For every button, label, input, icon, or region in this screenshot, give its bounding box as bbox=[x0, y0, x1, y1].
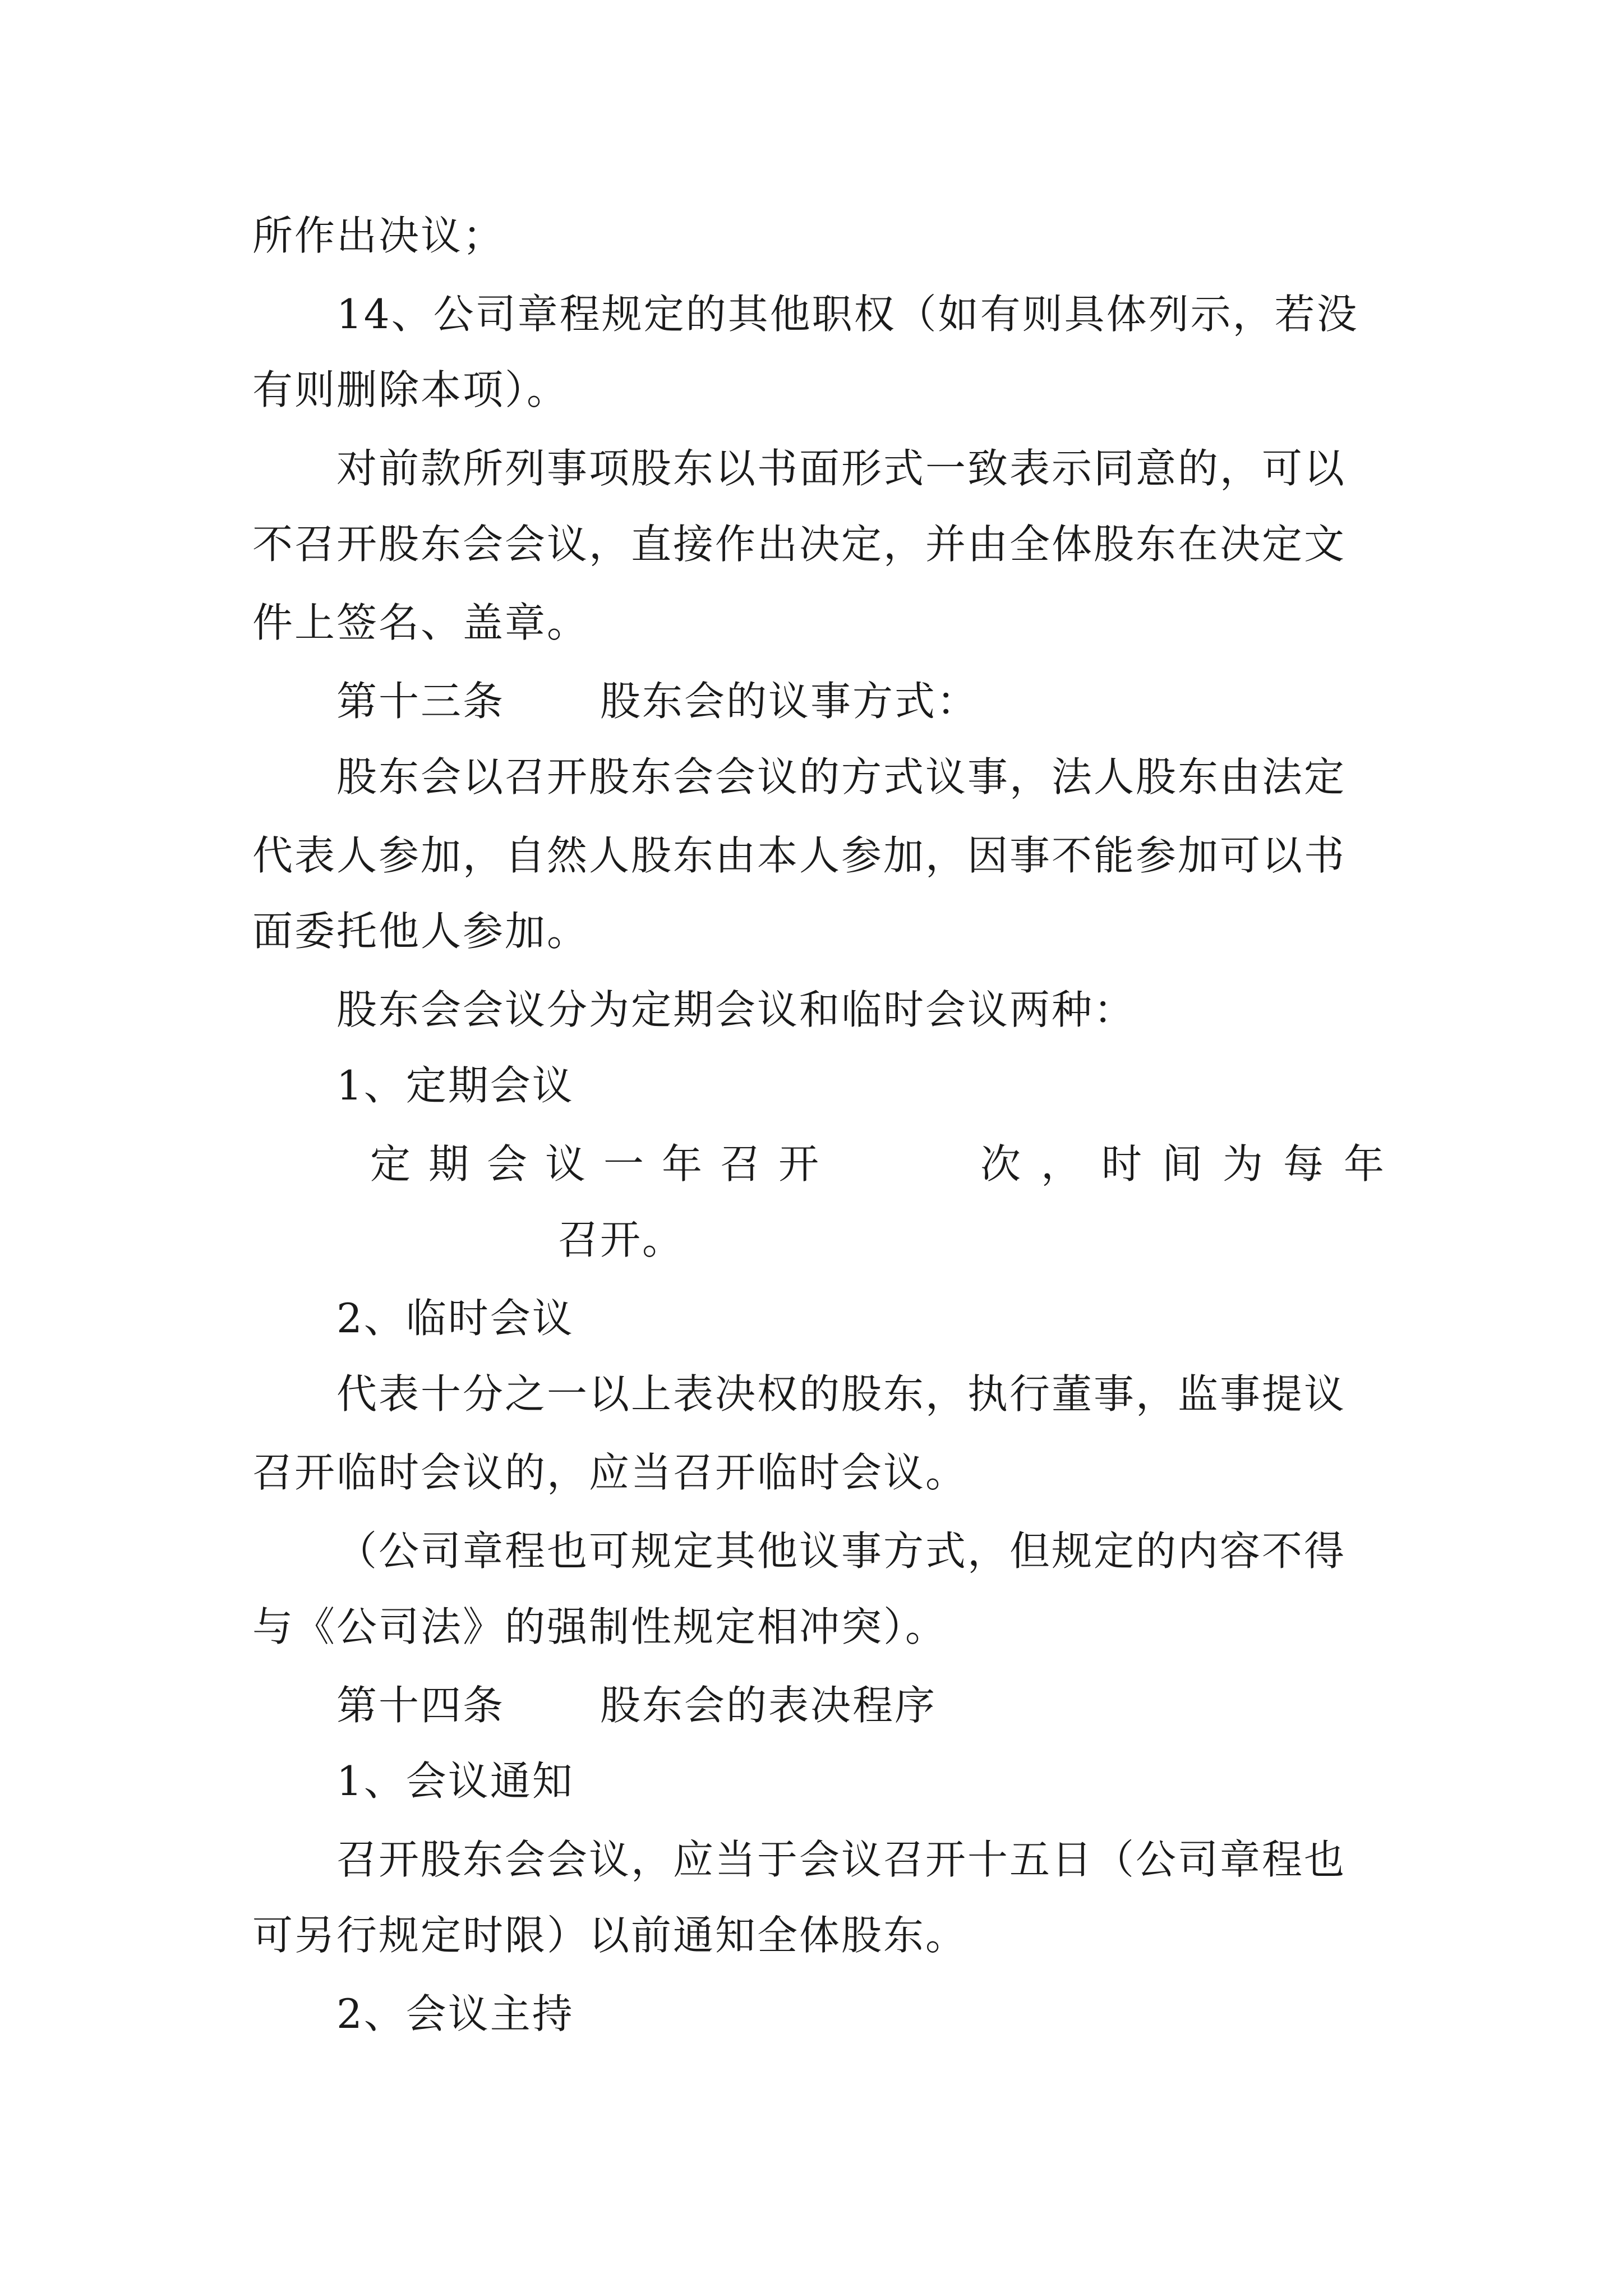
article-number: 第十三条 bbox=[336, 678, 505, 725]
text-line: 与《公司法》的强制性规定相冲突）。 bbox=[252, 1603, 948, 1650]
text-segment: 次，时间为每年 bbox=[980, 1140, 1405, 1188]
text-line: 件上签名、盖章。 bbox=[252, 599, 589, 646]
text-line: 召开。 bbox=[558, 1216, 685, 1263]
text-line-spaced bbox=[370, 1139, 1405, 1189]
text-line: 面委托他人参加。 bbox=[252, 908, 589, 955]
article-heading bbox=[336, 1680, 937, 1731]
text-line: 不召开股东会会议，直接作出决定，并由全体股东在决定文 bbox=[252, 521, 1347, 568]
article-title: 股东会的表决程序 bbox=[600, 1682, 937, 1729]
text-line: 股东会以召开股东会会议的方式议事，法人股东由法定 bbox=[336, 753, 1347, 800]
text-line: 股东会会议分为定期会议和临时会议两种： bbox=[336, 986, 1136, 1033]
text-line: 召开临时会议的，应当召开临时会议。 bbox=[252, 1449, 968, 1496]
text-segment: 定期会议一年召开 bbox=[370, 1140, 837, 1188]
list-item: 1、会议通知 bbox=[336, 1757, 574, 1805]
text-line: 14、公司章程规定的其他职权（如有则具体列示，若没 bbox=[336, 291, 1359, 338]
article-heading bbox=[336, 676, 979, 726]
text-line: 代表人参加，自然人股东由本人参加，因事不能参加可以书 bbox=[252, 832, 1347, 879]
list-item: 1、定期会议 bbox=[336, 1062, 574, 1109]
list-item: 2、会议主持 bbox=[336, 1990, 574, 2037]
text-line: 召开股东会会议，应当于会议召开十五日（公司章程也 bbox=[336, 1836, 1347, 1883]
text-line: 所作出决议； bbox=[252, 212, 505, 259]
article-title: 股东会的议事方式： bbox=[600, 678, 979, 725]
text-line: 对前款所列事项股东以书面形式一致表示同意的，可以 bbox=[336, 445, 1347, 492]
article-number: 第十四条 bbox=[336, 1682, 505, 1729]
list-item: 2、临时会议 bbox=[336, 1295, 574, 1342]
text-line: 可另行规定时限）以前通知全体股东。 bbox=[252, 1912, 968, 1959]
text-line: （公司章程也可规定其他议事方式，但规定的内容不得 bbox=[336, 1527, 1347, 1575]
text-line: 代表十分之一以上表决权的股东，执行董事，监事提议 bbox=[336, 1370, 1347, 1418]
text-line: 有则删除本项）。 bbox=[252, 366, 569, 413]
